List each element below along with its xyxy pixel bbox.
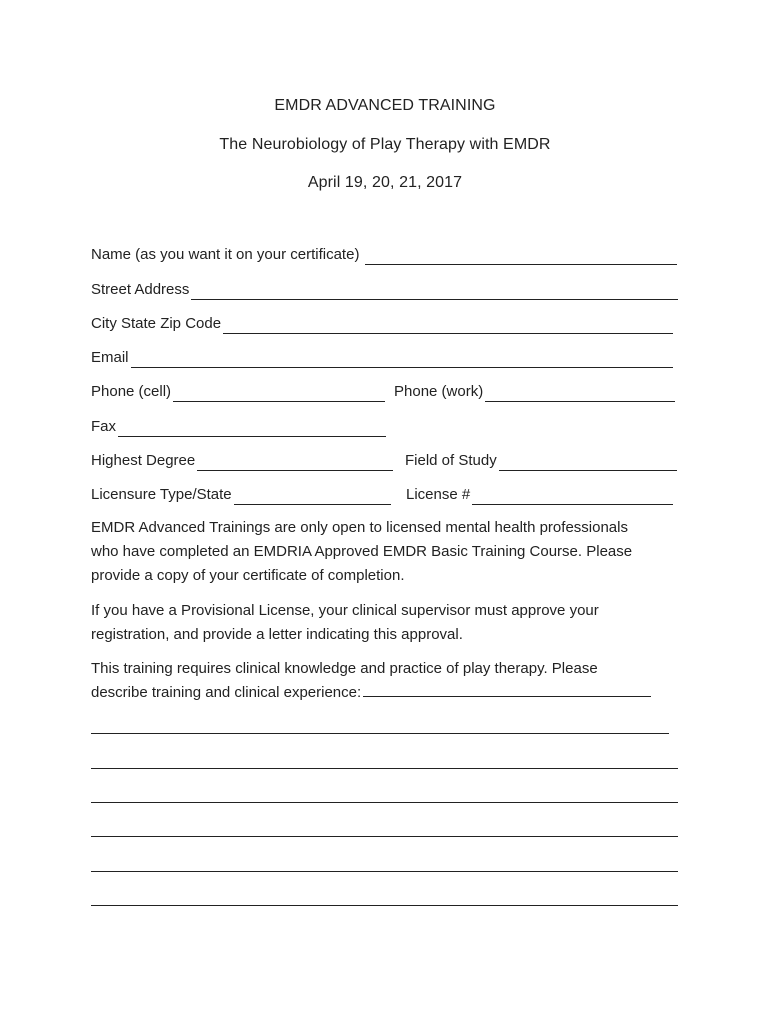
highest-degree-blank[interactable] [197, 455, 393, 471]
paragraph-line [91, 681, 691, 705]
experience-blank-line-3[interactable] [91, 802, 678, 803]
phone-work-blank[interactable] [485, 386, 675, 402]
licensure-type-field[interactable] [91, 485, 391, 505]
city-state-zip-field[interactable] [91, 314, 673, 334]
email-blank[interactable] [131, 352, 673, 368]
experience-blank-line-6[interactable] [91, 905, 678, 906]
paragraph-line: registration, and provide a letter indicating this approval. [91, 626, 463, 643]
license-number-blank[interactable] [472, 489, 673, 505]
paragraph-line: EMDR Advanced Trainings are only open to licensed mental health professionals [91, 519, 628, 536]
paragraph-line: provide a copy of your certificate of completion. [91, 567, 405, 584]
phone-work-field[interactable] [394, 382, 675, 402]
experience-inline-blank[interactable] [363, 682, 651, 697]
eligibility-paragraph [91, 516, 691, 588]
experience-blank-line-1[interactable] [91, 733, 669, 734]
city-state-zip-label: City State Zip Code [91, 315, 222, 332]
experience-blank-line-4[interactable] [91, 836, 678, 837]
license-number-field[interactable] [406, 485, 673, 505]
field-of-study-field[interactable] [405, 451, 677, 471]
form-title: EMDR ADVANCED TRAINING [274, 97, 496, 114]
street-address-label: Street Address [91, 281, 190, 298]
fax-label: Fax [91, 418, 117, 435]
paragraph-line: This training requires clinical knowledge and practice of play therapy. Please [91, 660, 598, 677]
experience-blank-line-2[interactable] [91, 768, 678, 769]
licensure-type-blank[interactable] [234, 489, 391, 505]
name-label: Name (as you want it on your certificate) [91, 246, 360, 263]
field-of-study-blank[interactable] [499, 455, 677, 471]
fax-blank[interactable] [118, 421, 386, 437]
name-field[interactable] [91, 245, 677, 265]
phone-work-label: Phone (work) [394, 383, 484, 400]
phone-cell-blank[interactable] [173, 386, 385, 402]
email-label: Email [91, 349, 129, 366]
email-field[interactable] [91, 348, 673, 368]
experience-blank-line-5[interactable] [91, 871, 678, 872]
phone-cell-field[interactable] [91, 382, 385, 402]
paragraph-line: If you have a Provisional License, your clinical supervisor must approve your [91, 602, 599, 619]
street-address-field[interactable] [91, 280, 678, 300]
phone-cell-label: Phone (cell) [91, 383, 172, 400]
training-dates: April 19, 20, 21, 2017 [307, 174, 463, 191]
city-state-zip-blank[interactable] [223, 318, 673, 334]
experience-paragraph [91, 657, 691, 705]
licensure-type-label: Licensure Type/State [91, 486, 232, 503]
highest-degree-field[interactable] [91, 451, 393, 471]
fax-field[interactable] [91, 417, 386, 437]
provisional-license-paragraph [91, 599, 691, 647]
form-subtitle: The Neurobiology of Play Therapy with EMDR [219, 136, 551, 153]
street-address-blank[interactable] [191, 284, 678, 300]
highest-degree-label: Highest Degree [91, 452, 196, 469]
experience-prompt: describe training and clinical experience: [91, 684, 362, 701]
paragraph-line: who have completed an EMDRIA Approved EMDR Basic Training Course. Please [91, 543, 633, 560]
license-number-label: License # [406, 486, 471, 503]
name-blank[interactable] [365, 249, 677, 265]
field-of-study-label: Field of Study [405, 452, 497, 469]
